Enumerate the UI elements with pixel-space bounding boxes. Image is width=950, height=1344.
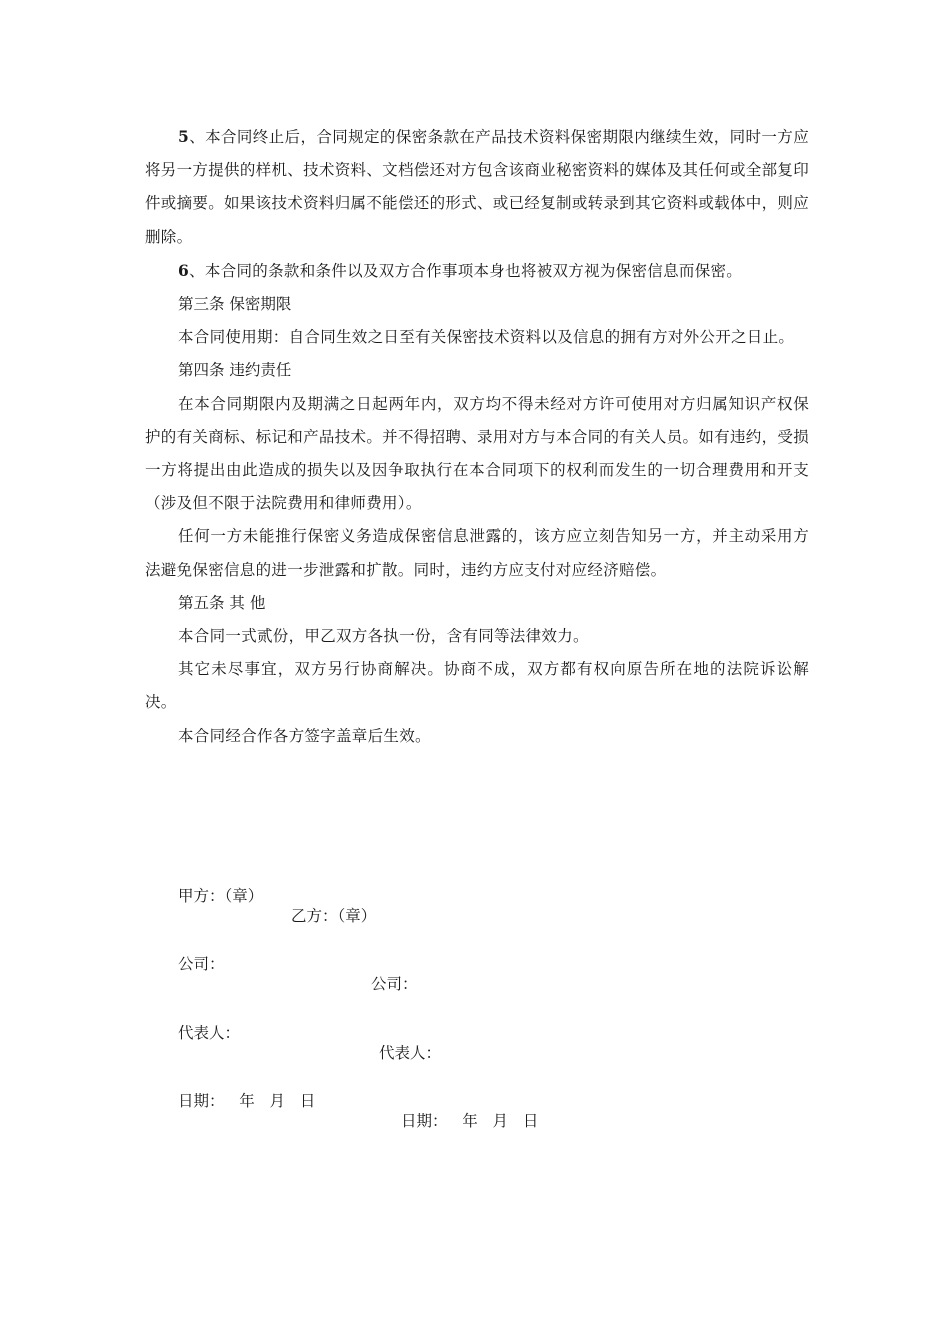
- article-3-text: 本合同使用期：自合同生效之日至有关保密技术资料以及信息的拥有方对外公开之日止。: [178, 328, 795, 347]
- clause-5-number: 5: [178, 127, 190, 146]
- contract-body: [145, 120, 809, 753]
- article-5-heading: 第五条 其 他: [178, 593, 266, 612]
- party-b-date: 日期： 年 月 日: [401, 1112, 539, 1130]
- party-b-representative: 代表人：: [379, 1044, 442, 1062]
- signature-company-row: [178, 934, 578, 993]
- clause-6: [145, 254, 809, 288]
- article-4-heading: 第四条 违约责任: [178, 361, 292, 380]
- party-a-company: 公司：: [178, 955, 225, 973]
- clause-5-text: 、本合同终止后，合同规定的保密条款在产品技术资料保密期限内继续生效，同时一方应将另一方提供的样机、技术资料、文档偿还对方包含该商业秘密资料的媒体及其任何或全部复印件或摘要。如果该技术资料归属不能偿还的形式、或已经复制或转录到其它资料或载体中，则应删除。: [145, 128, 809, 246]
- party-a-seal: 甲方：（章）: [178, 887, 264, 905]
- article-4-paragraph-2: 任何一方未能推行保密义务造成保密信息泄露的，该方应立刻告知另一方，并主动采用方法避免保密信息的进一步泄露和扩散。同时，违约方应支付对应经济赔偿。: [145, 527, 809, 579]
- party-a-date: 日期： 年 月 日: [178, 1092, 316, 1110]
- article-5-paragraph-1: 本合同一式贰份，甲乙双方各执一份，含有同等法律效力。: [178, 627, 589, 646]
- article-5-paragraph-3: 本合同经合作各方签字盖章后生效。: [178, 726, 431, 745]
- signature-date-row: [178, 1071, 598, 1130]
- article-3-heading: 第三条 保密期限: [178, 295, 292, 314]
- article-4-paragraph-1: 在本合同期限内及期满之日起两年内，双方均不得未经对方许可使用对方归属知识产权保护的有关商标、标记和产品技术。并不得招聘、录用对方与本合同的有关人员。如有违约，受损一方将提出由此造成的损失以及因争取执行在本合同项下的权利而发生的一切合理费用和开支（涉及但不限于法院费用和律师费用）。: [145, 394, 809, 513]
- signature-representative-row: [178, 1003, 578, 1062]
- clause-5: [145, 120, 809, 254]
- clause-6-number: 6: [178, 260, 190, 280]
- article-5-paragraph-2: 其它未尽事宜，双方另行协商解决。协商不成，双方都有权向原告所在地的法院诉讼解决。: [145, 660, 809, 712]
- clause-6-text: 、本合同的条款和条件以及双方合作事项本身也将被双方视为保密信息而保密。: [189, 261, 743, 280]
- party-b-seal: 乙方：（章）: [291, 907, 377, 925]
- party-a-representative: 代表人：: [178, 1024, 241, 1042]
- party-b-company: 公司：: [371, 975, 418, 993]
- signature-parties-row: [178, 866, 578, 925]
